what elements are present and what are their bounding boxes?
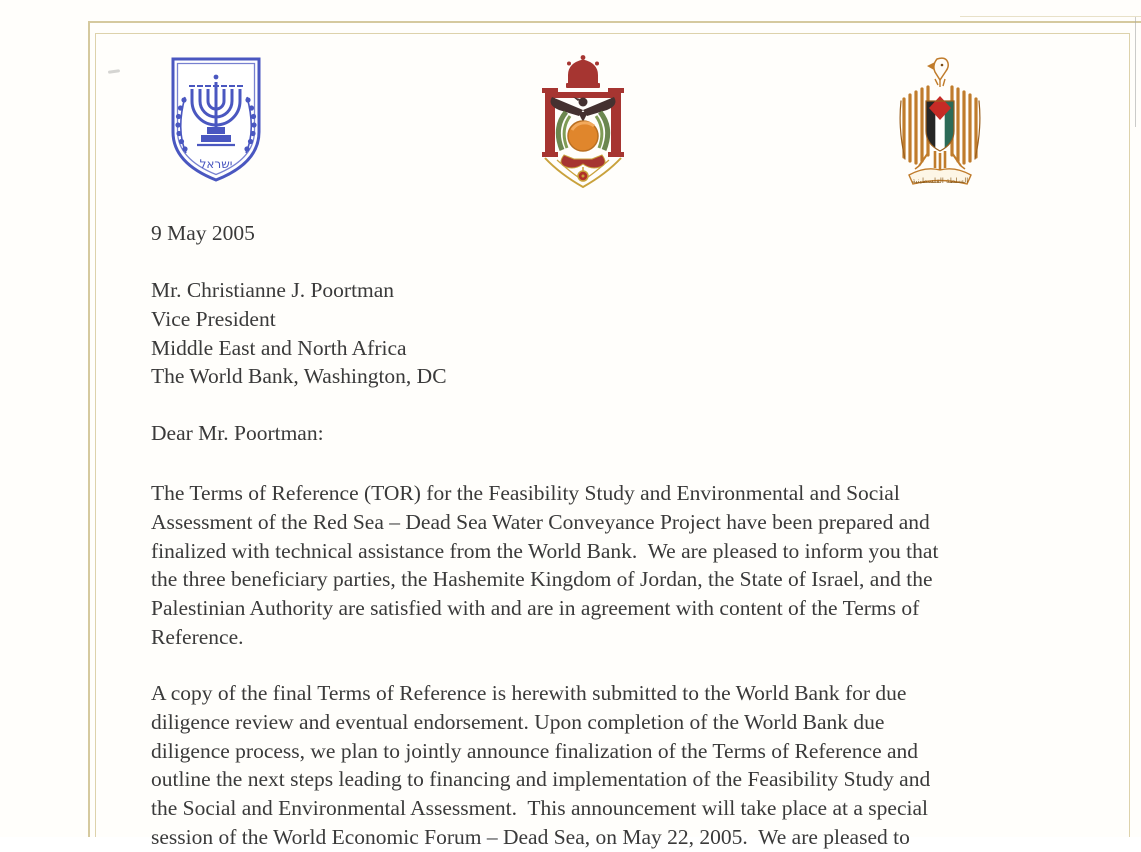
scan-edge-line (1135, 17, 1136, 127)
paragraph-line: the three beneficiary parties, the Hashemite Kingdom of Jordan, the State of Israel, and the (151, 567, 933, 592)
palestine-emblem-caption: السلطة الفلسطينية (911, 177, 969, 185)
scan-artifact-speck (108, 69, 120, 74)
israel-state-emblem-icon (162, 54, 270, 186)
border-line-top-outer (88, 21, 1141, 23)
paragraph-line: Assessment of the Red Sea – Dead Sea Water Conveyance Project have been prepared and (151, 509, 930, 534)
salutation (151, 419, 324, 448)
paragraph-line: diligence process, we plan to jointly announce finalization of the Terms of Reference and (151, 738, 919, 763)
globe-icon (568, 121, 598, 151)
palestinian-authority-emblem-icon (885, 55, 995, 191)
letter-date (151, 219, 255, 248)
crown-icon (566, 55, 600, 88)
paragraph-line: Palestinian Authority are satisfied with and are in agreement with content of the Terms of (151, 596, 920, 621)
border-line-top-inner (95, 33, 1130, 34)
paragraph-1 (151, 479, 1081, 652)
paragraph-line: The Terms of Reference (TOR) for the Feasibility Study and Environmental and Social (151, 481, 900, 505)
eagle-wing-right-icon (952, 87, 980, 163)
recipient-organization: The World Bank, Washington, DC (151, 364, 447, 389)
paragraph-line: outline the next steps leading to financing and implementation of the Feasibility Study and (151, 767, 931, 792)
jordan-coat-of-arms-icon (520, 52, 646, 194)
scroll-banner-icon (909, 169, 971, 185)
paragraph-line-clipped: session of the World Economic Forum – Dead Sea, on May 22, 2005. We are pleased to (151, 824, 910, 849)
recipient-name: Mr. Christianne J. Poortman (151, 278, 395, 302)
border-line-right-inner (1129, 33, 1130, 837)
recipient-region: Middle East and North Africa (151, 335, 407, 360)
border-line-top-faint (960, 16, 1141, 17)
paragraph-line: diligence review and eventual endorsement. Upon completion of the World Bank due (151, 709, 885, 734)
paragraph-line: Reference. (151, 624, 244, 649)
border-line-left-inner (95, 33, 96, 837)
eagle-wing-left-icon (900, 87, 928, 163)
recipient-address-block (151, 276, 447, 391)
paragraph-line: the Social and Environmental Assessment. This announcement will take place at a special (151, 796, 928, 821)
recipient-title: Vice President (151, 306, 276, 331)
paragraph-2 (151, 679, 1081, 852)
palestinian-flag-shield-icon (926, 96, 954, 151)
salutation-text: Dear Mr. Poortman: (151, 421, 324, 445)
border-line-left-outer (88, 21, 90, 837)
date-text: 9 May 2005 (151, 221, 255, 245)
paragraph-line: finalized with technical assistance from the World Bank. We are pleased to inform you that (151, 538, 939, 563)
paragraph-line: A copy of the final Terms of Reference is herewith submitted to the World Bank for due (151, 681, 907, 705)
israel-emblem-caption: ישראל (199, 157, 233, 171)
eagle-head-icon (927, 58, 948, 87)
